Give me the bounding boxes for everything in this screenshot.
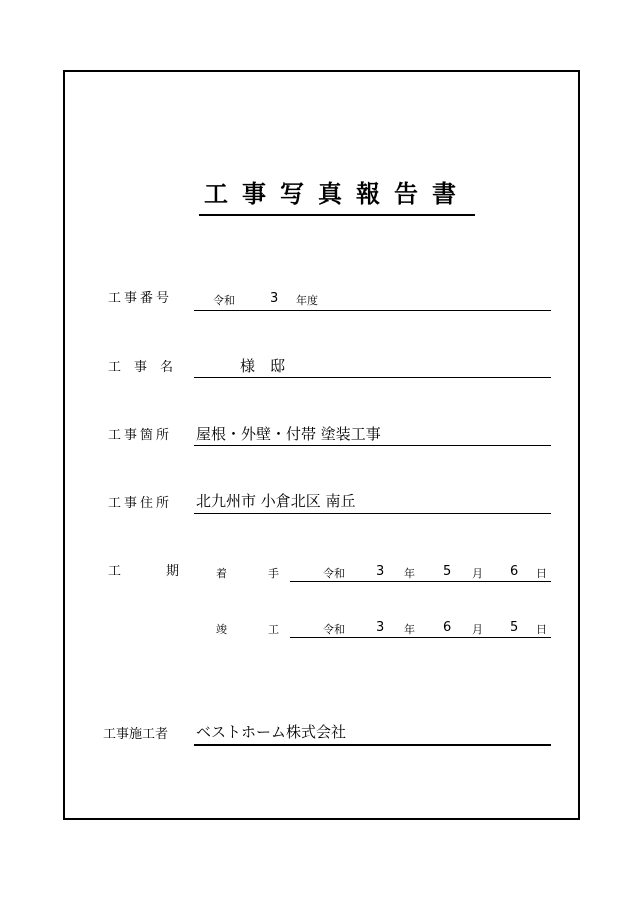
period-label-first: 工: [108, 564, 122, 579]
work-name-label: 工 事 名: [108, 360, 174, 375]
end-day: 5: [510, 620, 519, 635]
work-address-label: 工事住所: [108, 496, 173, 511]
document-title: 工事写真報告書: [199, 178, 475, 216]
start-underline: [290, 581, 551, 582]
end-month: 6: [443, 620, 452, 635]
work-number-underline: [194, 310, 551, 311]
work-location-label: 工事箇所: [108, 428, 173, 443]
end-era: 令和: [323, 623, 345, 636]
start-label-second: 手: [268, 567, 279, 580]
start-label-first: 着: [216, 567, 227, 580]
start-month-unit: 月: [472, 567, 483, 580]
end-year: 3: [376, 620, 385, 635]
contractor-value: ベストホーム株式会社: [196, 723, 347, 741]
work-name-underline: [194, 377, 551, 378]
end-underline: [290, 637, 551, 638]
start-day: 6: [510, 564, 519, 579]
work-number-suffix: 年度: [296, 294, 318, 307]
end-label-second: 工: [268, 623, 279, 636]
work-number-label: 工事番号: [108, 291, 173, 306]
end-year-unit: 年: [404, 623, 415, 636]
start-year-unit: 年: [404, 567, 415, 580]
work-location-value: 屋根・外壁・付帯 塗装工事: [196, 425, 381, 443]
start-year: 3: [376, 564, 385, 579]
contractor-underline: [194, 744, 551, 746]
work-location-underline: [194, 445, 551, 446]
end-label-first: 竣: [216, 623, 227, 636]
work-address-underline: [194, 513, 551, 514]
work-number-year: 3: [270, 291, 279, 306]
work-name-value: 様 邸: [240, 357, 286, 375]
contractor-label: 工事施工者: [103, 727, 169, 742]
work-number-era: 令和: [213, 294, 235, 307]
start-month: 5: [443, 564, 452, 579]
start-era: 令和: [323, 567, 345, 580]
end-day-unit: 日: [536, 623, 547, 636]
end-month-unit: 月: [472, 623, 483, 636]
work-address-value: 北九州市 小倉北区 南丘: [196, 492, 356, 510]
start-day-unit: 日: [536, 567, 547, 580]
period-label-second: 期: [166, 564, 180, 579]
